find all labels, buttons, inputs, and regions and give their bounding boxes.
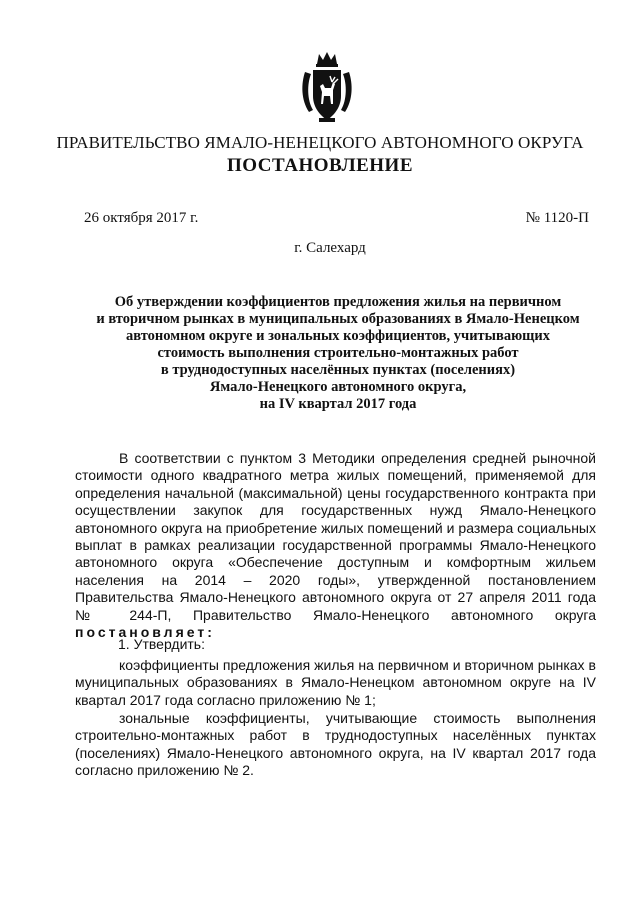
document-type-title: ПОСТАНОВЛЕНИЕ bbox=[226, 155, 414, 176]
document-meta-row bbox=[84, 210, 589, 227]
government-title: ПРАВИТЕЛЬСТВО ЯМАЛО-НЕНЕЦКОГО АВТОНОМНОГО ОКРУГА bbox=[56, 133, 584, 152]
coat-of-arms-emblem bbox=[295, 50, 359, 126]
decree-word: постановляет: bbox=[75, 624, 215, 641]
document-number: № 1120-П bbox=[525, 210, 589, 226]
document-date: 26 октября 2017 г. bbox=[84, 210, 199, 226]
subject-line: на IV квартал 2017 года bbox=[259, 396, 417, 412]
subject-line: стоимость выполнения строительно-монтажных работ bbox=[157, 345, 519, 361]
document-city: г. Салехард bbox=[294, 240, 366, 256]
subject-line: Об утверждении коэффициентов предложения жилья на первичном bbox=[114, 294, 562, 310]
document-subject bbox=[78, 294, 598, 413]
subject-line: Ямало-Ненецкого автономного округа, bbox=[209, 379, 467, 395]
subject-line: в труднодоступных населённых пунктах (поселениях) bbox=[160, 362, 516, 378]
preamble-text: В соответствии с пунктом 3 Методики определения средней рыночной стоимости одного квадратного метра жилых помещений, применяемой для определения начальной (максимальной) цены государственного контракта при осуществлении закупок для государственных нужд Ямало-Ненецкого автономного округа на приобретение жилых помещений и размера социальных выплат в рамках реализации государственной программы Ямало-Ненецкого автономного округа «Обеспечение доступным и комфортным жильем населения на 2014 – 2020 годы», утвержденной постановлением Правительства Ямало-Ненецкого автономного округа от 27 апреля 2011 года № 244-П, Правительство Ямало-Ненецкого автономного округа bbox=[75, 450, 596, 623]
subject-line: автономном округе и зональных коэффициентов, учитывающих bbox=[126, 328, 550, 344]
preamble-paragraph bbox=[75, 450, 596, 641]
subject-line: и вторичном рынках в муниципальных образованиях в Ямало-Ненецком bbox=[96, 311, 580, 327]
item-1b-paragraph: зональные коэффициенты, учитывающие стоимость выполнения строительно-монтажных работ в труднодоступных населённых пунктах (поселениях) Ямало-Ненецкого автономного округа, на IV квартал 2017 года согласно приложению № 2. bbox=[75, 710, 596, 779]
item-1-heading: 1. Утвердить: bbox=[118, 636, 205, 652]
item-1a-paragraph: коэффициенты предложения жилья на первичном и вторичном рынках в муниципальных образованиях в Ямало-Ненецком автономном округе на IV квартал 2017 года согласно приложению № 1; bbox=[75, 657, 596, 708]
